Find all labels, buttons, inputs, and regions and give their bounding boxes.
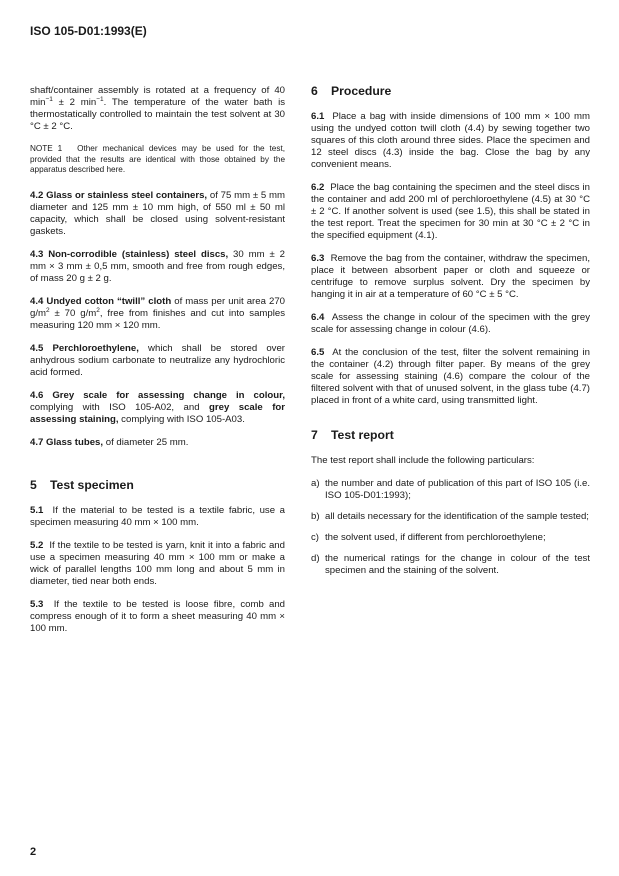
section-6-heading: 6 Procedure [311, 84, 392, 98]
clause-6-5: 6.5 At the conclusion of the test, filter the solvent remaining in the container (4.2) through filter paper. By means of the grey scale for assessing staining (4.6) compare the colour of the filtered solvent with that of unused solvent, in the glass tube (4.7) placed in front of a white card, using transmitted light. [311, 347, 590, 406]
clause-5-1: 5.1 If the material to be tested is a textile fabric, use a specimen measuring 40 mm × 100 mm. [30, 504, 285, 528]
clause-4-3: 4.3 Non-corrodible (stainless) steel discs, 30 mm ± 2 mm × 3 mm ± 0,5 mm, smooth and free from rough edges, of mass 20 g ± 2 g. [30, 248, 285, 284]
clause-5-3: 5.3 If the textile to be tested is loose fibre, comb and compress enough of it to form a sheet measuring 40 mm × 100 mm. [30, 598, 285, 634]
clause-6-4: 6.4 Assess the change in colour of the specimen with the grey scale for assessing change in colour (4.6). [311, 312, 590, 335]
right-column [311, 85, 590, 586]
list-item-d: d) the numerical ratings for the change in colour of the test specimen and the staining of the solvent. [311, 553, 590, 576]
section-5-heading: 5 Test specimen [30, 477, 134, 492]
page-number: 2 [30, 846, 37, 858]
report-list [311, 478, 590, 577]
clause-4-2: 4.2 Glass or stainless steel containers, of 75 mm ± 5 mm diameter and 125 mm ± 10 mm high, of 550 ml ± 50 ml capacity, which shall be closed using solvent-resistant gaskets. [30, 189, 285, 237]
apparatus-paragraph: shaft/container assembly is rotated at a frequency of 40 $\min^{-1} \pm 2$ $\min^{-1}$. The temperature of the water bath is thermostatically controlled to maintain the test solvent at 30 °C ± 2 °C. [30, 85, 285, 132]
clause-4-7: 4.7 Glass tubes, of diameter 25 mm. [30, 436, 189, 448]
clause-4-5: 4.5 Perchloroethylene, which shall be stored over anhydrous sodium carbonate to neutralize any hydrochloric acid formed. [30, 342, 286, 378]
clause-6-1: 6.1 Place a bag with inside dimensions of 100 mm × 100 mm using the undyed cotton twill cloth (4.4) by sewing together two squares of this cloth around three sides. Place the specimen and 12 steel discs (4.3) inside the bag. Close the bag by any convenient means. [311, 111, 590, 170]
clause-5-2: 5.2 If the textile to be tested is yarn, knit it into a fabric and use a specimen measuring 40 mm × 100 mm or make a wick of parallel lengths 100 mm long and about 5 mm in diameter, tied near both ends. [30, 539, 285, 587]
note-label: NOTE 1 [30, 144, 63, 153]
left-column [30, 85, 285, 646]
document-header: ISO 105-D01:1993(E) [30, 24, 147, 38]
clause-6-3: 6.3 Remove the bag from the container, withdraw the specimen, place it between absorbent paper or cloth and squeeze or centrifuge to remove surplus solvent. Dry the specimen by hanging it in air at a temperature of 60 °C ± 5 °C. [311, 253, 590, 300]
clause-4-4: 4.4 Undyed cotton “twill” cloth of mass per unit area 270 $g/m^2 \pm 70$ $g/m^2$, free from finishes and cut into samples measuring 120 mm × 120 mm. [30, 295, 285, 331]
clause-4-6: 4.6 Grey scale for assessing change in colour, complying with ISO 105-A02, and grey scale for assessing staining, complying with ISO 105-A03. [30, 389, 285, 425]
section-7-heading: 7 Test report [311, 428, 394, 442]
list-item-a: a) the number and date of publication of this part of ISO 105 (i.e. ISO 105-D01:1993); [311, 478, 590, 501]
list-item-b: b) all details necessary for the identification of the sample tested; [311, 511, 589, 522]
note-1: NOTE 1 Other mechanical devices may be used for the test, provided that the results are identical with those obtained by the apparatus described here. [30, 144, 285, 174]
list-item-c: c) the solvent used, if different from perchloroethylene; [311, 532, 546, 543]
clause-6-2: 6.2 Place the bag containing the specimen and the steel discs in the container and add 200 ml of perchloroethylene (4.5) at 30 °C ± 2 °C. If another solvent is used (see 1.5), this shall be stated in the test report. Treat the specimen for 30 min at 30 °C ± 2 °C in the specified equipment (4.1). [311, 182, 590, 241]
report-intro: The test report shall include the following particulars: [311, 455, 535, 466]
